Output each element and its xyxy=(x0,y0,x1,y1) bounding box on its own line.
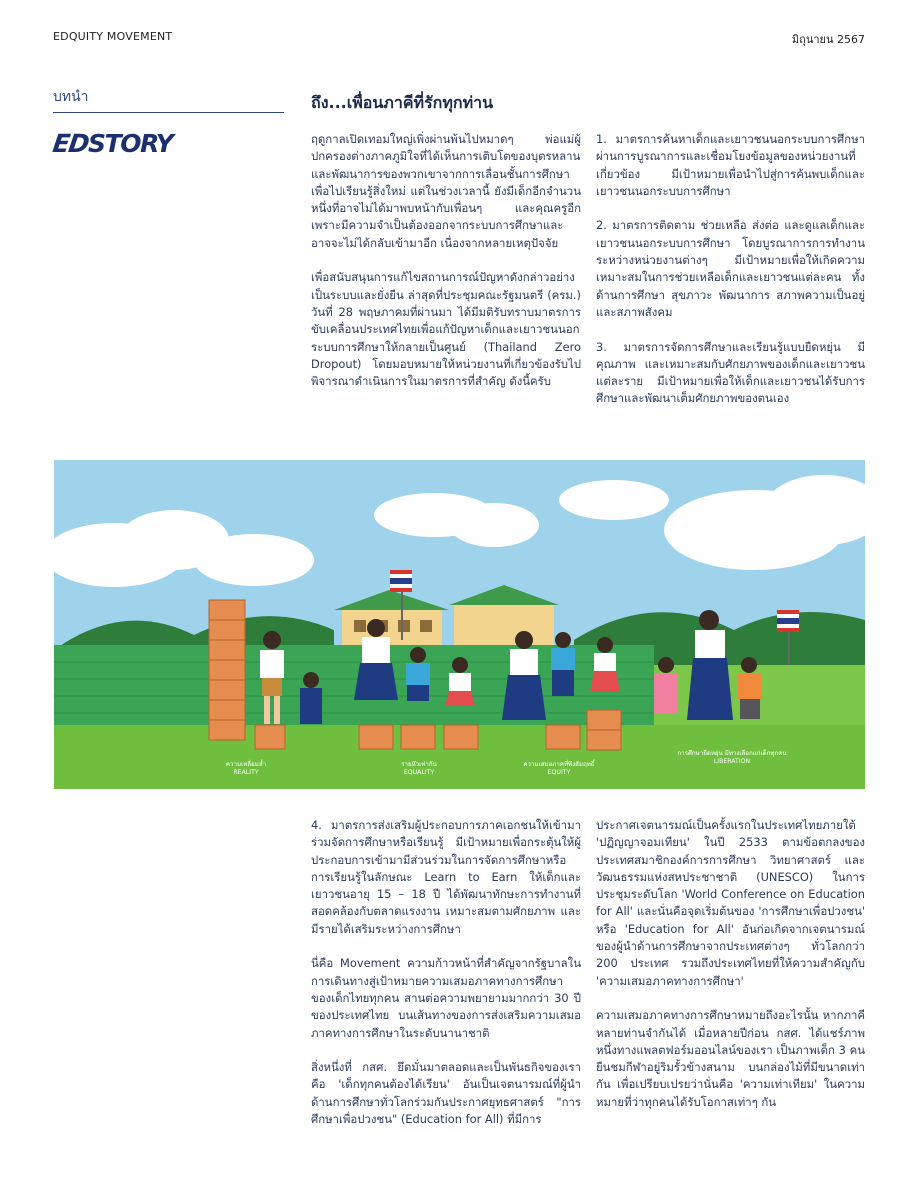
edstory-logo xyxy=(50,129,284,158)
brand-suffix: STORY xyxy=(88,129,173,158)
caption-th: ความเหลื่อมล้ำ xyxy=(225,761,267,768)
section-heading xyxy=(50,86,284,158)
article-column-3 xyxy=(311,817,581,1128)
caption-th: ความเสมอภาคที่พึงสัมฤทธิ์ xyxy=(523,761,595,768)
section-label: บทนำ xyxy=(53,86,284,113)
caption-en: EQUITY xyxy=(547,768,571,776)
caption-en: LIBERATION xyxy=(713,757,751,765)
equality-crates xyxy=(359,725,478,749)
caption-equality xyxy=(364,761,474,776)
paragraph: 4. มาตรการส่งเสริมผู้ประกอบการภาคเอกชนให้เข้ามาร่วมจัดการศึกษาหรือเรียนรู้ มีเป้าหมายเพื่อกระตุ้นให้ผู้ประกอบการเข้ามามีส่วนร่วมในการจัดการศึกษาหรือการเรียนรู้ในลักษณะ Learn to Earn ให้เด็กและเยาวชนอายุ 15 – 18 ปี ได้พัฒนาทักษะการทำงานที่สอดคล้องกับตลาดแรงงาน เหมาะสมตามศักยภาพ และมีรายได้เสริมระหว่างการศึกษา xyxy=(311,818,581,936)
publication-name: EDQUITY MOVEMENT xyxy=(53,30,173,43)
article-column-1 xyxy=(311,131,581,390)
caption-th: การศึกษายืดหยุ่น มีทางเลือกแก่เด็กทุกคน xyxy=(677,750,787,757)
article-title: ถึง...เพื่อนภาคีที่รักทุกท่าน xyxy=(311,93,494,112)
article-column-4 xyxy=(596,817,865,1111)
illustration-scene xyxy=(54,460,865,789)
paragraph: ประกาศเจตนารมณ์เป็นครั้งแรกในประเทศไทยภายใต้ 'ปฏิญญาจอมเทียน' ในปี 2533 ตามข้อตกลงของประเทศสมาชิกองค์การการศึกษา วิทยาศาสตร์ และวัฒนธรรมแห่งสหประชาชาติ (UNESCO) ในการประชุมระดับโลก 'World Conference on Education for All' และนั่นคือจุดเริ่มต้นของ 'การศึกษาเพื่อปวงชน' หรือ 'Education for All' อันก่อเกิดจากเจตนารมณ์ของผู้นำด้านการศึกษาจากประเทศต่างๆ ทั่วโลกกว่า 200 ประเทศ รวมถึงประเทศไทยที่ให้ความสำคัญกับ 'ความเสมอภาคทางการศึกษา' xyxy=(596,818,865,988)
brand-prefix: ED xyxy=(50,129,91,158)
issue-date: มิถุนายน 2567 xyxy=(791,33,865,46)
paragraph: 2. มาตรการติดตาม ช่วยเหลือ ส่งต่อ และดูแลเด็กและเยาวชนนอกระบบการศึกษา โดยบูรณาการการทำงานระหว่างหน่วยงานต่างๆ มีเป้าหมายเพื่อให้เกิดความเหมาะสมในการช่วยเหลือเด็กและเยาวชนแต่ละคน ทั้งด้านการศึกษา สุขภาวะ พัฒนาการ สภาพความเป็นอยู่ และสภาพสังคม xyxy=(596,218,865,319)
article-column-2 xyxy=(596,131,865,408)
paragraph: 1. มาตรการค้นหาเด็กและเยาวชนนอกระบบการศึกษา ผ่านการบูรณาการและเชื่อมโยงข้อมูลของหน่วยงานที่เกี่ยวข้อง มีเป้าหมายเพื่อนำไปสู่การค้นพบเด็กและเยาวชนนอกระบบการศึกษา xyxy=(596,132,865,198)
equity-illustration xyxy=(54,460,865,789)
paragraph: 3. มาตรการจัดการศึกษาและเรียนรู้แบบยืดหยุ่น มีคุณภาพ และเหมาะสมกับศักยภาพของเด็กและเยาวชนแต่ละราย มีเป้าหมายเพื่อให้เด็กและเยาวชนได้รับการศึกษาและพัฒนาเต็มศักยภาพของตนเอง xyxy=(596,339,865,406)
paragraph: เพื่อสนับสนุนการแก้ไขสถานการณ์ปัญหาดังกล่าวอย่างเป็นระบบและยั่งยืน ล่าสุดที่ประชุมคณะรัฐมนตรี (ครม.) วันที่ 28 พฤษภาคมที่ผ่านมา ได้มีมติรับทราบมาตรการขับเคลื่อนประเทศไทยเพื่อแก้ปัญหาเด็กและเยาวชนนอกระบบการศึกษาให้กลายเป็นศูนย์ (Thailand Zero Dropout) โดยมอบหมายให้หน่วยงานที่เกี่ยวข้องรับไปพิจารณาดำเนินการในมาตรการที่สำคัญ ดังนี้ครับ xyxy=(311,270,581,389)
caption-en: EQUALITY xyxy=(403,768,435,776)
caption-equity xyxy=(504,761,614,776)
page-header xyxy=(53,30,865,46)
caption-liberation xyxy=(677,750,787,765)
caption-en: REALITY xyxy=(233,768,259,776)
paragraph: นี่คือ Movement ความก้าวหน้าที่สำคัญจากรัฐบาลในการเดินทางสู่เป้าหมายความเสมอภาคทางการศึกษาของเด็กไทยทุกคน สานต่อความพยายามมากกว่า 30 ปีของประเทศไทย บนเส้นทางของการส่งเสริมความเสมอภาคทางการศึกษาในระดับนานาชาติ xyxy=(311,956,581,1040)
caption-th: รายหัวเท่ากัน xyxy=(401,761,437,768)
caption-reality xyxy=(191,761,301,776)
paragraph: ฤดูกาลเปิดเทอมใหญ่เพิ่งผ่านพ้นไปหมาดๆ พ่อแม่ผู้ปกครองต่างภาคภูมิใจที่ได้เห็นการเติบโตของบุตรหลานและพัฒนาการของพวกเขาจากการเลื่อนชั้นการศึกษาเพื่อไปเรียนรู้สิ่งใหม่ แต่ในช่วงเวลานี้ ยังมีเด็กอีกจำนวนหนึ่งที่อาจไม่ได้มาพบหน้ากับเพื่อนๆ และคุณครูอีก เพราะมีความจำเป็นต้องออกจากระบบการศึกษาและอาจจะไม่ได้กลับเข้ามาอีก เนื่องจากหลายเหตุปัจจัย xyxy=(311,132,581,250)
paragraph: ความเสมอภาคทางการศึกษาหมายถึงอะไรนั้น หากภาคีหลายท่านจำกันได้ เมื่อหลายปีก่อน กสศ. ได้แชร์ภาพหนึ่งทางแพลตฟอร์มออนไลน์ของเรา เป็นภาพเด็ก 3 คน ยืนชมกีฬาอยู่ริมรั้วข้างสนาม บนกล่องไม้ที่มีขนาดเท่ากัน เพื่อเปรียบเปรยว่านั่นคือ 'ความเท่าเทียม' ในความหมายที่ว่าทุกคนได้รับโอกาสเท่าๆ กัน xyxy=(596,1008,865,1109)
paragraph: สิ่งหนึ่งที่ กสศ. ยึดมั่นมาตลอดและเป็นพันธกิจของเราคือ 'เด็กทุกคนต้องได้เรียน' อันเป็นเจตนารมณ์ที่ผู้นำด้านการศึกษาทั่วโลกร่วมกันประกาศยุทธศาสตร์ "การศึกษาเพื่อปวงชน" (Education for All) ที่มีการ xyxy=(311,1060,581,1127)
